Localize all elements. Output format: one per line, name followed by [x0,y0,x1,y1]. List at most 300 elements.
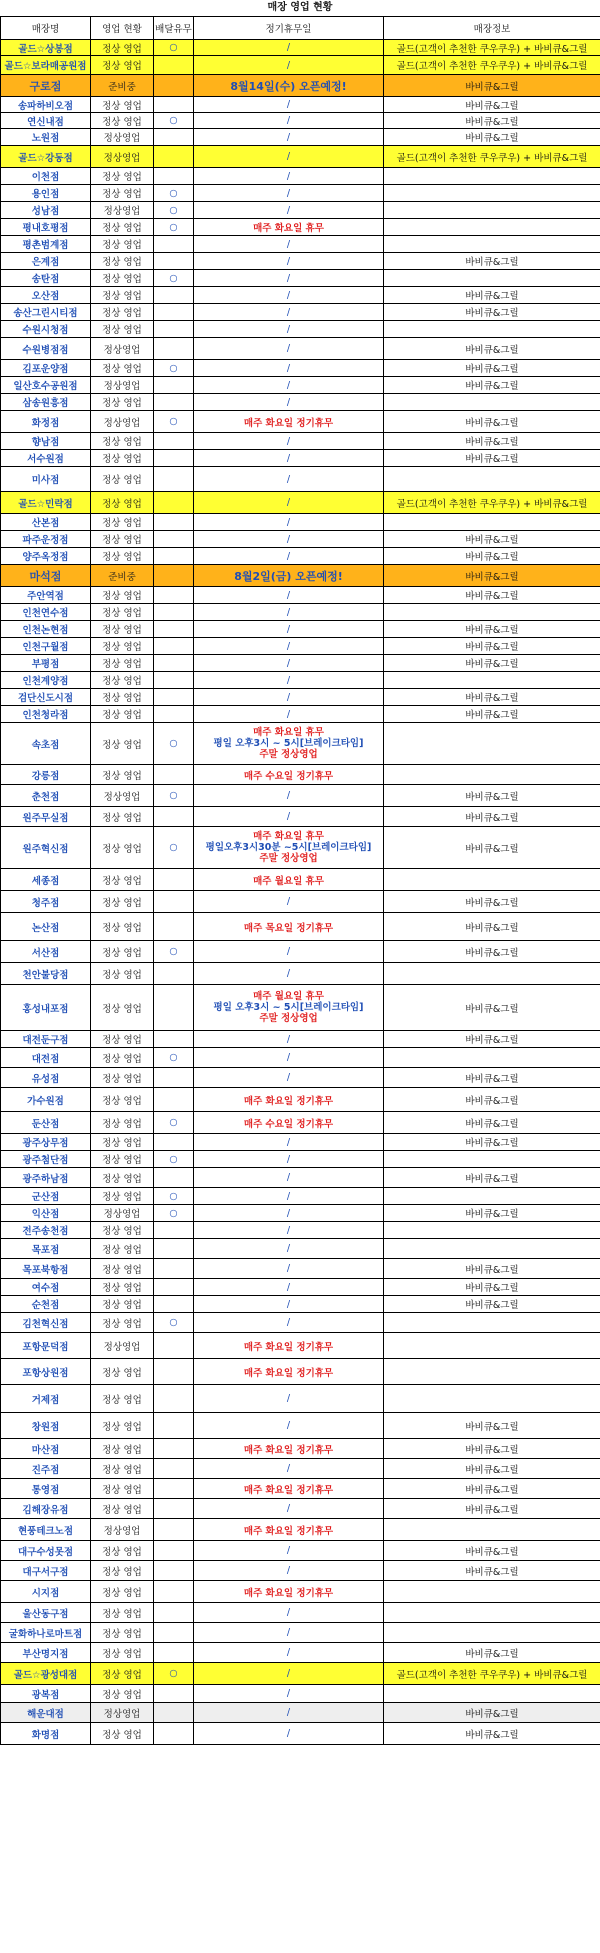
regular-holiday: / [194,1068,384,1088]
regular-holiday: / [194,253,384,270]
regular-holiday: 매주 월요일 휴무 [194,869,384,891]
store-row [1,236,600,253]
delivery-mark [154,377,194,394]
regular-holiday [194,985,384,1031]
regular-holiday: / [194,1168,384,1188]
regular-holiday: / [194,492,384,514]
store-name: 속초점 [1,723,91,765]
delivery-mark: ○ [154,1151,194,1168]
store-info [384,1385,600,1413]
business-status: 정상 영업 [91,621,154,638]
store-info [384,168,600,185]
store-name: 인천청라점 [1,706,91,723]
business-status: 정상 영업 [91,1685,154,1703]
regular-holiday: / [194,1603,384,1623]
regular-holiday: / [194,548,384,565]
business-status: 정상 영업 [91,304,154,321]
header-delivery: 배달유무 [154,17,194,40]
delivery-mark: ○ [154,1188,194,1205]
business-status: 정상영업 [91,1333,154,1359]
business-status: 정상 영업 [91,1499,154,1519]
header-store-name: 매장명 [1,17,91,40]
header-store-info: 매장정보 [384,17,600,40]
store-row [1,75,600,97]
regular-holiday: / [194,514,384,531]
delivery-mark: ○ [154,40,194,56]
store-row [1,1413,600,1439]
regular-holiday: / [194,450,384,467]
store-name: 이천점 [1,168,91,185]
store-name: 수원병점점 [1,338,91,360]
store-name: 울산동구점 [1,1603,91,1623]
store-row [1,548,600,565]
store-info: 바비큐&그릴 [384,1168,600,1188]
store-info: 바비큐&그릴 [384,1031,600,1048]
regular-holiday: 매주 화요일 정기휴무 [194,411,384,433]
business-status: 정상 영업 [91,655,154,672]
delivery-mark [154,689,194,706]
store-row [1,168,600,185]
delivery-mark [154,1239,194,1259]
store-name: 광복점 [1,1685,91,1703]
store-info [384,1333,600,1359]
business-status: 정상 영업 [91,941,154,963]
store-name: 창원점 [1,1413,91,1439]
store-row [1,565,600,587]
store-row [1,587,600,604]
business-status: 정상영업 [91,785,154,807]
store-info: 바비큐&그릴 [384,1541,600,1561]
store-name: 마석점 [1,565,91,587]
store-row [1,113,600,129]
business-status: 정상 영업 [91,270,154,287]
store-row [1,1581,600,1603]
store-row [1,1703,600,1723]
store-name: 송산그린시티점 [1,304,91,321]
delivery-mark [154,450,194,467]
store-name: 포항문덕점 [1,1333,91,1359]
regular-holiday: 매주 화요일 정기휴무 [194,1359,384,1385]
store-name: 부평점 [1,655,91,672]
store-name: 가수원점 [1,1088,91,1112]
business-status: 정상 영업 [91,1239,154,1259]
store-row [1,827,600,869]
store-name: 굴화하나로마트점 [1,1623,91,1643]
delivery-mark [154,394,194,411]
store-row [1,1623,600,1643]
business-status: 정상 영업 [91,587,154,604]
business-status: 정상 영업 [91,604,154,621]
regular-holiday: / [194,1459,384,1479]
business-status: 정상 영업 [91,1581,154,1603]
store-row [1,985,600,1031]
delivery-mark [154,1519,194,1541]
store-info: 바비큐&그릴 [384,827,600,869]
store-info: 골드(고객이 추천한 쿠우쿠우) + 바비큐&그릴 [384,492,600,514]
store-row [1,1519,600,1541]
header-regular-holiday: 정기휴무일 [194,17,384,40]
regular-holiday: 매주 수요일 정기휴무 [194,765,384,785]
delivery-mark [154,1603,194,1623]
store-info [384,394,600,411]
regular-holiday: / [194,672,384,689]
store-row [1,706,600,723]
store-name: 대구서구점 [1,1561,91,1581]
delivery-mark [154,433,194,450]
store-info: 바비큐&그릴 [384,1134,600,1151]
store-info: 바비큐&그릴 [384,1068,600,1088]
store-name: 평내호평점 [1,219,91,236]
business-status: 정상 영업 [91,450,154,467]
store-name: 전주송천점 [1,1222,91,1239]
business-status: 정상영업 [91,377,154,394]
store-row [1,963,600,985]
store-info: 바비큐&그릴 [384,548,600,565]
business-status: 정상 영업 [91,113,154,129]
regular-holiday: 매주 목요일 정기휴무 [194,913,384,941]
business-status: 정상 영업 [91,869,154,891]
store-row [1,1723,600,1745]
store-name: 청주점 [1,891,91,913]
business-status: 정상 영업 [91,1313,154,1333]
delivery-mark [154,1723,194,1745]
business-status: 정상 영업 [91,1359,154,1385]
regular-holiday: / [194,1541,384,1561]
business-status: 정상 영업 [91,1623,154,1643]
regular-holiday: 매주 수요일 정기휴무 [194,1112,384,1134]
regular-holiday: / [194,1623,384,1643]
business-status: 정상영업 [91,129,154,146]
regular-holiday: / [194,1134,384,1151]
delivery-mark [154,963,194,985]
business-status: 정상 영업 [91,1031,154,1048]
business-status: 정상 영업 [91,40,154,56]
store-row [1,1459,600,1479]
store-row [1,1239,600,1259]
business-status: 정상 영업 [91,514,154,531]
business-status: 정상 영업 [91,1296,154,1313]
delivery-mark [154,321,194,338]
store-name: 오산점 [1,287,91,304]
business-status: 정상영업 [91,1205,154,1222]
store-name: 광주하남점 [1,1168,91,1188]
regular-holiday: / [194,321,384,338]
store-row [1,621,600,638]
delivery-mark: ○ [154,1112,194,1134]
holiday-line: 주말 정상영업 [259,853,318,864]
business-status: 정상 영업 [91,1541,154,1561]
business-status: 정상 영업 [91,433,154,450]
store-info [384,1603,600,1623]
business-status: 준비중 [91,565,154,587]
business-status: 정상 영업 [91,1459,154,1479]
business-status: 정상 영업 [91,723,154,765]
business-status: 정상 영업 [91,1134,154,1151]
regular-holiday: 매주 화요일 정기휴무 [194,1439,384,1459]
holiday-line: 주말 정상영업 [259,749,318,760]
store-info [384,1623,600,1643]
store-row [1,941,600,963]
store-info: 바비큐&그릴 [384,1279,600,1296]
store-row [1,492,600,514]
store-name: 대전둔구점 [1,1031,91,1048]
delivery-mark: ○ [154,1663,194,1685]
store-info [384,765,600,785]
delivery-mark [154,287,194,304]
store-row [1,1643,600,1663]
delivery-mark [154,1459,194,1479]
delivery-mark [154,807,194,827]
store-info: 바비큐&그릴 [384,807,600,827]
store-name: 서산점 [1,941,91,963]
business-status: 정상 영업 [91,1663,154,1685]
regular-holiday: 8월14일(수) 오픈예정! [194,75,384,97]
store-info: 바비큐&그릴 [384,113,600,129]
delivery-mark [154,1703,194,1723]
store-name: 김천혁신점 [1,1313,91,1333]
regular-holiday: / [194,891,384,913]
regular-holiday: / [194,621,384,638]
store-row [1,377,600,394]
store-row [1,1134,600,1151]
business-status: 정상 영업 [91,689,154,706]
business-status: 정상 영업 [91,394,154,411]
delivery-mark [154,913,194,941]
business-status: 정상 영업 [91,1068,154,1088]
business-status: 정상 영업 [91,672,154,689]
store-row [1,1603,600,1623]
store-row [1,869,600,891]
store-info: 바비큐&그릴 [384,129,600,146]
regular-holiday: / [194,1279,384,1296]
regular-holiday: / [194,941,384,963]
store-name: 성남점 [1,202,91,219]
store-name: 군산점 [1,1188,91,1205]
store-row [1,604,600,621]
business-status: 준비중 [91,75,154,97]
store-row [1,129,600,146]
sheet-title: 매장 영업 현황 [267,2,333,13]
regular-holiday: 매주 화요일 정기휴무 [194,1479,384,1499]
store-row [1,253,600,270]
holiday-line: 주말 정상영업 [259,1013,318,1024]
business-status: 정상 영업 [91,985,154,1031]
store-row [1,56,600,75]
store-row [1,807,600,827]
store-row [1,1333,600,1359]
store-row [1,450,600,467]
business-status: 정상영업 [91,146,154,168]
store-info [384,604,600,621]
delivery-mark [154,655,194,672]
store-row [1,1685,600,1703]
store-info: 바비큐&그릴 [384,1561,600,1581]
store-info [384,1222,600,1239]
store-row [1,185,600,202]
store-info [384,1048,600,1068]
store-name: 광주상무점 [1,1134,91,1151]
regular-holiday: 8월2일(금) 오픈예정! [194,565,384,587]
store-name: 인천구월점 [1,638,91,655]
delivery-mark [154,1031,194,1048]
business-status: 정상 영업 [91,1222,154,1239]
store-row [1,1279,600,1296]
regular-holiday: / [194,1222,384,1239]
header-row [1,17,600,40]
regular-holiday: / [194,1703,384,1723]
delivery-mark [154,1333,194,1359]
store-name: 대전점 [1,1048,91,1068]
regular-holiday: / [194,1723,384,1745]
store-info [384,1359,600,1385]
regular-holiday: / [194,1313,384,1333]
business-status: 정상 영업 [91,185,154,202]
store-info [384,202,600,219]
store-name: 검단신도시점 [1,689,91,706]
store-row [1,146,600,168]
store-info: 바비큐&그릴 [384,1479,600,1499]
store-info: 바비큐&그릴 [384,433,600,450]
store-info [384,1519,600,1541]
business-status: 정상 영업 [91,1151,154,1168]
business-status: 정상영업 [91,202,154,219]
store-row [1,1031,600,1048]
delivery-mark: ○ [154,202,194,219]
delivery-mark: ○ [154,723,194,765]
store-name: 용인점 [1,185,91,202]
regular-holiday: / [194,1413,384,1439]
store-row [1,655,600,672]
delivery-mark [154,75,194,97]
holiday-line: 평일 오후3시 ~ 5시[브레이크타임] [213,1002,364,1013]
store-row [1,1205,600,1222]
store-info: 바비큐&그릴 [384,360,600,377]
store-name: 해운대점 [1,1703,91,1723]
store-info [384,467,600,492]
business-status: 정상영업 [91,1703,154,1723]
store-info: 바비큐&그릴 [384,377,600,394]
regular-holiday: / [194,1205,384,1222]
holiday-line: 평일 오후3시 ~ 5시[브레이크타임] [213,738,364,749]
store-name: 은계점 [1,253,91,270]
delivery-mark [154,56,194,75]
business-status: 정상 영업 [91,1279,154,1296]
store-info: 바비큐&그릴 [384,1205,600,1222]
store-row [1,321,600,338]
business-status: 정상 영업 [91,1112,154,1134]
regular-holiday: / [194,1561,384,1581]
store-name: 거제점 [1,1385,91,1413]
store-name: 홍성내포점 [1,985,91,1031]
store-name: 천안불당점 [1,963,91,985]
business-status: 정상 영업 [91,360,154,377]
holiday-line: 평일오후3시30분 ~5시[브레이크타임] [205,842,372,853]
delivery-mark: ○ [154,270,194,287]
store-name: 김포운양점 [1,360,91,377]
store-name: 골드☆상봉점 [1,40,91,56]
store-name: 김해장유점 [1,1499,91,1519]
store-row [1,689,600,706]
delivery-mark [154,1541,194,1561]
delivery-mark [154,304,194,321]
regular-holiday: 매주 화요일 정기휴무 [194,1581,384,1603]
store-row [1,1168,600,1188]
delivery-mark [154,1134,194,1151]
store-name: 현풍테크노점 [1,1519,91,1541]
regular-holiday: / [194,1643,384,1663]
delivery-mark: ○ [154,113,194,129]
regular-holiday: / [194,129,384,146]
regular-holiday: / [194,360,384,377]
store-info: 바비큐&그릴 [384,785,600,807]
store-name: 일산호수공원점 [1,377,91,394]
business-status: 정상 영업 [91,963,154,985]
store-row [1,1068,600,1088]
store-name: 익산점 [1,1205,91,1222]
store-row [1,1313,600,1333]
business-status: 정상영업 [91,411,154,433]
regular-holiday: / [194,40,384,56]
business-status: 정상 영업 [91,765,154,785]
store-info: 바비큐&그릴 [384,941,600,963]
delivery-mark [154,1413,194,1439]
business-status: 정상 영업 [91,1413,154,1439]
store-info [384,1239,600,1259]
delivery-mark [154,236,194,253]
store-name: 인천연수점 [1,604,91,621]
store-name: 송탄점 [1,270,91,287]
store-info [384,1313,600,1333]
store-name: 통영점 [1,1479,91,1499]
business-status: 정상 영업 [91,97,154,113]
business-status: 정상 영업 [91,1385,154,1413]
delivery-mark [154,1623,194,1643]
store-info [384,219,600,236]
store-info: 바비큐&그릴 [384,655,600,672]
store-name: 향남점 [1,433,91,450]
store-name: 수원시청점 [1,321,91,338]
regular-holiday: / [194,1259,384,1279]
regular-holiday: / [194,113,384,129]
store-row [1,1222,600,1239]
store-name: 인천계양점 [1,672,91,689]
delivery-mark [154,765,194,785]
regular-holiday: / [194,202,384,219]
delivery-mark: ○ [154,827,194,869]
store-info: 바비큐&그릴 [384,1413,600,1439]
business-status: 정상 영업 [91,827,154,869]
store-info: 골드(고객이 추천한 쿠우쿠우) + 바비큐&그릴 [384,1663,600,1685]
store-info [384,270,600,287]
delivery-mark [154,672,194,689]
business-status: 정상영업 [91,338,154,360]
business-status: 정상 영업 [91,548,154,565]
store-info: 바비큐&그릴 [384,1723,600,1745]
delivery-mark [154,1168,194,1188]
store-info: 바비큐&그릴 [384,638,600,655]
store-row [1,287,600,304]
store-row [1,1088,600,1112]
store-name: 여수점 [1,1279,91,1296]
store-info [384,321,600,338]
regular-holiday: 매주 화요일 정기휴무 [194,1333,384,1359]
regular-holiday: / [194,1685,384,1703]
store-name: 포항상원점 [1,1359,91,1385]
store-name: 골드☆보라매공원점 [1,56,91,75]
store-row [1,219,600,236]
store-row [1,765,600,785]
store-row [1,1188,600,1205]
